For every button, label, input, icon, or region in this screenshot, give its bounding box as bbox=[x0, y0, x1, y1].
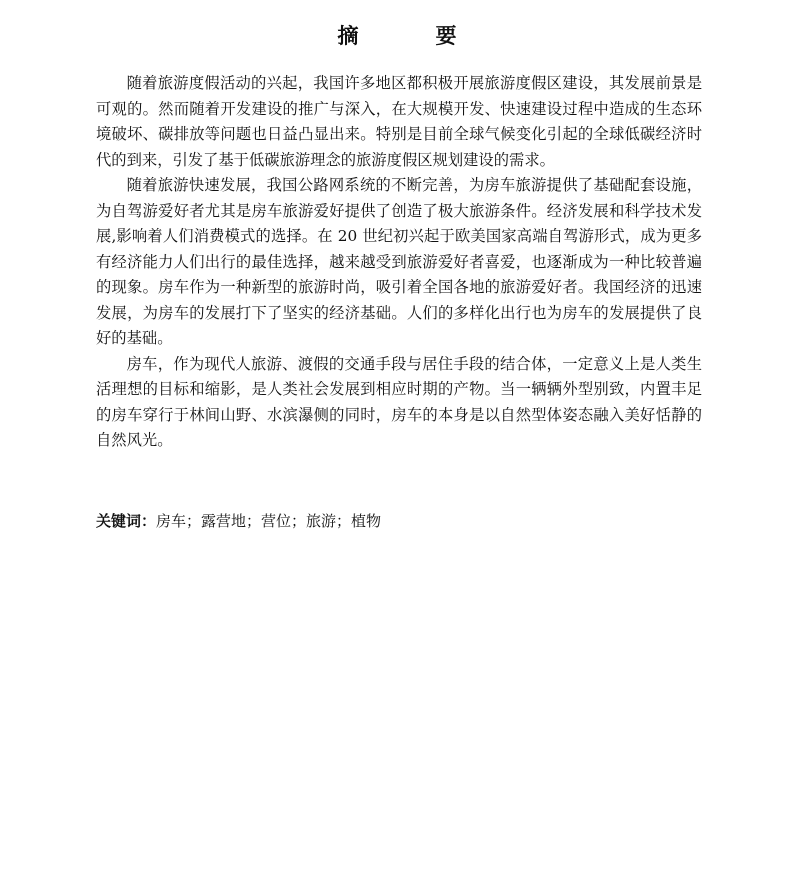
abstract-paragraph-2: 随着旅游快速发展，我国公路网系统的不断完善，为房车旅游提供了基础配套设施，为自驾游爱好者尤其是房车旅游爱好提供了创造了极大旅游条件。经济发展和科学技术发展,影响着人们消费模式的选择。在 20 世纪初兴起于欧美国家高端自驾游形式，成为更多有经济能力人们出行的最佳选择，越来越受到旅游爱好者喜爱，也逐渐成为一种比较普遍的现象。房车作为一种新型的旅游时尚，吸引着全国各地的旅游爱好者。我国经济的迅速发展，为房车的发展打下了坚实的经济基础。人们的多样化出行也为房车的发展提供了良好的基础。 bbox=[96, 176, 702, 347]
abstract-body bbox=[96, 71, 702, 454]
abstract-paragraph-3: 房车，作为现代人旅游、渡假的交通手段与居住手段的结合体，一定意义上是人类生活理想的目标和缩影，是人类社会发展到相应时期的产物。当一辆辆外型别致，内置丰足的房车穿行于林间山野、水滨瀑侧的同时，房车的本身是以自然型体姿态融入美好恬静的自然风光。 bbox=[96, 354, 702, 449]
keywords-text: 房车；露营地；营位；旅游；植物 bbox=[156, 512, 382, 530]
keywords-label: 关键词： bbox=[96, 512, 157, 530]
abstract-paragraph-1: 随着旅游度假活动的兴起，我国许多地区都积极开展旅游度假区建设，其发展前景是可观的。然而随着开发建设的推广与深入，在大规模开发、快速建设过程中造成的生态环境破坏、碳排放等问题也日益凸显出来。特别是目前全球气候变化引起的全球低碳经济时代的到来，引发了基于低碳旅游理念的旅游度假区规划建设的需求。 bbox=[96, 74, 702, 169]
keywords-line bbox=[96, 509, 702, 534]
page-title: 摘 要 bbox=[337, 24, 485, 48]
